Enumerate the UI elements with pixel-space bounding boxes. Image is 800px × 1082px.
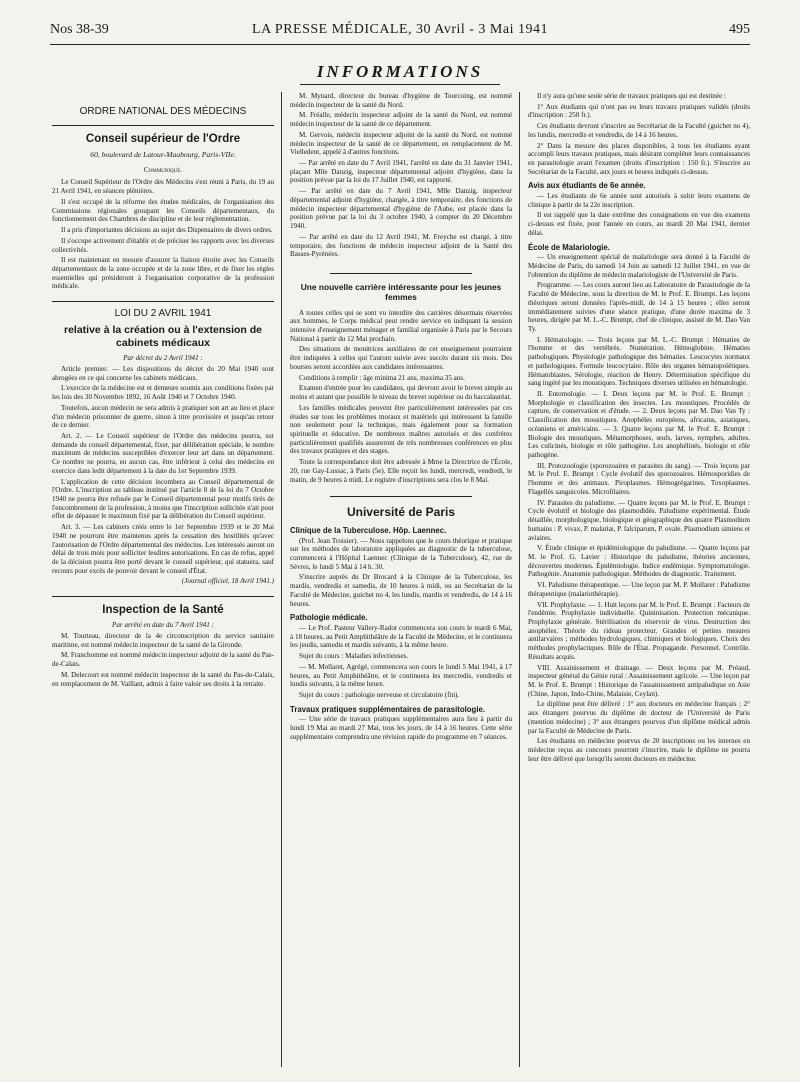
paragraph: V. Étude clinique et épidémiologique du paludisme. — Quatre leçons par M. le Prof. G. Lavier : Historique du paludisme, théories anciennes, découvertes modernes. Épidémiologie. Indice endémique. Symptomatologie. Pathogénie. Anatomie pathologique. Méthodes de diagnostic. Traitement. [528, 544, 750, 579]
paragraph: Examen d'entrée pour les candidates, qui devront avoir le brevet simple au moins et autant que possible le niveau du brevet supérieur ou du baccalauréat. [290, 384, 512, 402]
paragraph: Il est maintenant en mesure d'assurer la liaison étroite avec les Conseils départementaux de la zone occupée et de la zone libre, et de fixer les règles essentielles qui présideront à l'organisation corporative de la profession médicale. [52, 256, 274, 291]
paragraph: 1° Aux étudiants qui n'ont pas eu leurs travaux pratiques validés (droits d'inscription : 250 fr.). [528, 102, 750, 120]
inspection-paragraphs [52, 632, 274, 688]
paragraph: M. Delecourt est nommé médecin inspecteur de la santé du Pas-de-Calais, en remplacement de M. Vaillant, admis à faire valoir ses droits à la retraite. [52, 670, 274, 688]
section-rule [52, 125, 274, 126]
carriere-title: Une nouvelle carrière intéressante pour les jeunes femmes [300, 281, 502, 303]
inspection-decree: Par arrêté en date du 7 Avril 1941 : [112, 621, 214, 630]
paragraph: Article premier. — Les dispositions du décret du 20 Mai 1940 sont abrogées en ce qui concerne les cabinets médicaux. [52, 364, 274, 382]
column-divider-1 [281, 92, 282, 1067]
paragraph: Il s'occupe activement d'établir et de préciser les rapports avec les diverses collectivités. [52, 236, 274, 254]
paragraph: Toutefois, aucun médecin ne sera admis à pratiquer son art au lieu et place d'un médecin prisonnier de guerre, sinon à titre provisoire et jusqu'au retour de ce dernier. [52, 403, 274, 430]
paragraph: 2° Dans la mesure des places disponibles, à tous les étudiants ayant accompli leurs travaux pratiques, mais désirant compléter leurs connaissances en parasitologie avant l'examen (droits d'inscription : 150 fr.). S'inscrire au Secrétariat de la Faculté, aux jours et heures indiqués ci-dessus. [528, 141, 750, 176]
paragraph: III. Protozoologie (sporozoaires et parasites du sang). — Trois leçons par M. le Prof. E. Brumpt : Cycle évolutif des sporozoaires. Hémosporidies de l'homme et des animaux. Piroplasmes. Hémogrégarines. Toxoplasmes. Flagellés sanguicoles. Microfilaires. [528, 461, 750, 496]
paragraph: — Par arrêté en date du 7 Avril 1941, Mlle Danzig, inspecteur départemental adjoint d'hygiène, chargée, à titre temporaire, des fonctions de médecin inspecteur départemental d'hygiène de l'Aube, est placée dans la position prévue par la loi du 3 octobre 1940, à compter du 20 Décembre 1940. [290, 187, 512, 231]
tp-continued-paragraphs [528, 92, 750, 176]
paragraph: M. Tourteau, directeur de la 4e circonscription du service sanitaire maritime, est nommé médecin inspecteur de la santé de la Gironde. [52, 632, 274, 649]
paragraph: Des situations de monitrices auxiliaires de cet enseignement pourraient être indiquées à celles qui l'auront suivie avec succès durant six mois. Des bourses seront accordées aux candidates intéressantes. [290, 345, 512, 371]
clinique-title: Clinique de la Tuberculose. Hôp. Laennec. [290, 526, 447, 535]
ordre-title: ORDRE NATIONAL DES MÉDECINS [79, 106, 247, 117]
communique-label: Communiqué. [143, 165, 183, 174]
paragraph: — M. Mollaret, Agrégé, commencera son cours le lundi 5 Mai 1941, à 17 heures, au Petit Amphithéâtre, et le continuera les mercredis, vendredis et lundis suivants, à la même heure. [290, 662, 512, 689]
paragraph: VII. Prophylaxie. — 1. Huit leçons par M. le Prof. E. Brumpt : Facteurs de l'endémie. Prophylaxie individuelle. Quininisation. Protection mécanique. Prophylaxie générale. Stérilisation du réservoir de virus. Destruction des anophèles. Théorie du rideau protecteur. Grandes et petites mesures antilarvaires ; méthodes hydrologiques, chimiques et biologiques. Choix des méthodes prophylactiques. Rôle de l'État. Propagande. Personnel. Contrôle. Résultats acquis. [528, 600, 750, 661]
paragraph: Ces étudiants devront s'inscrire au Secrétariat de la Faculté (guichet no 4), les lundis, mercredis et vendredis, de 14 à 16 heures. [528, 122, 750, 139]
patho-paragraphs [290, 624, 512, 700]
loi-source: (Journal officiel, 18 Avril 1941.) [181, 577, 274, 586]
conseil-title: Conseil supérieur de l'Ordre [85, 133, 241, 146]
paragraph: M. Mynard, directeur du bureau d'hygiène de Tourcoing, est nommé médecin inspecteur de la santé du Nord. [290, 92, 512, 109]
tp-paragraph: — Une série de travaux pratiques supplémentaires aura lieu à partir du lundi 19 Mai au mardi 27 Mai, tous les jours, de 14 à 16 heures. Cette série supplémentaire comprendra une révision rapide du programme en 7 séances. [290, 715, 512, 741]
paragraph: VIII. Assainissement et drainage. — Deux leçons par M. Préaud, inspecteur général du Génie rural : Assainissement agricole. — Une leçon par M. le Prof. E. Brumpt : Historique de l'assainissement antipaludique en Asie (Chine, Japon, Indo-Chine, Malaisie, Ceylan). [528, 663, 750, 698]
paragraph: S'inscrire auprès du Dr Brocard à la Clinique de la Tuberculose, les mardis, vendredis et samedis, de 10 heures à midi, ou au Secrétariat de la Faculté de Médecine, guichet no 4, les lundis, mardis et vendredis, de 14 à 16 heures. [290, 573, 512, 608]
paragraph: Conditions à remplir : âge minima 21 ans, maxima 35 ans. [299, 373, 465, 382]
banner-rule [300, 84, 500, 85]
ecole-paragraphs [528, 253, 750, 763]
column-3 [528, 92, 750, 1068]
paragraph: Le diplôme peut être délivré : 1° aux docteurs en médecine français ; 2° aux étrangers pourvus du diplôme de docteur de l'Université de Paris (mention médecine) ; 3° aux étrangers pourvus d'un diplôme médical admis par la Faculté de Médecine de Paris. [528, 700, 750, 735]
column-divider-2 [519, 92, 520, 1067]
paragraph: Il est rappelé que la date extrême des consignations en vue des examens ci-dessus est fixée, pour l'année en cours, au mardi 20 Mai 1941, dernier délai. [528, 211, 750, 237]
issue-number: Nos 38-39 [50, 22, 109, 37]
paragraph: Sujet du cours : Maladies infectieuses. [299, 652, 409, 661]
paragraph: Le Conseil Supérieur de l'Ordre des Médecins s'est réuni à Paris, du 19 au 21 Avril 1941, en séances plénières. [52, 178, 274, 196]
paragraph: — Un enseignement spécial de malariologie sera donné à la Faculté de Médecine de Paris, du samedi 14 Juin au samedi 12 Juillet 1941, en vue de l'obtention du diplôme de médecin malariologiste de l'Université de Paris. [528, 253, 750, 279]
patho-title: Pathologie médicale. [290, 613, 368, 623]
loi-subtitle: relative à la création ou à l'extension de cabinets médicaux [64, 324, 262, 350]
paragraph: — Le Prof. Pasteur Vallery-Radot commencera son cours le mardi 6 Mai, à 18 heures, au Petit Amphithéâtre de la Faculté de Médecine, et le continuera les jeudis, samedis et mardis suivants, à la même heure. [290, 623, 512, 650]
avis-paragraphs [528, 192, 750, 238]
conseil-paragraphs [52, 178, 274, 291]
paragraph: Toute la correspondance doit être adressée à Mme la Directrice de l'École, 20, rue Gay-Lussac, à Paris (5e). Elle reçoit les lundi, mercredi, vendredi, le matin, de 9 heures à midi. Le registre d'inscriptions sera clos le 8 Mai. [290, 458, 512, 484]
column-2 [290, 92, 512, 1068]
loi-decree: Par décret du 2 Avril 1941 : [123, 354, 203, 363]
paragraph: — Les étudiants de 6e année sont autorisés à subir leurs examens de clinique à partir de la 22e inscription. [528, 192, 750, 209]
section-rule [330, 496, 472, 497]
section-rule [52, 301, 274, 302]
paragraph: Il s'est occupé de la réforme des études médicales, de l'organisation des Commissions régionales groupant les Conseils départementaux, du fonctionnement des Chambres de discipline et de leur réglementation. [52, 197, 274, 224]
paragraph: VI. Paludisme thérapeutique. — Une leçon par M. P. Mollaret : Paludisme thérapeutique (malariothérapie). [528, 581, 750, 598]
paragraph: II. Entomologie. — I. Deux leçons par M. le Prof. E. Brumpt : Morphologie et classification des insectes. Les moustiques. Procédés de capture, de conservation et d'étude. — 2. Deux leçons par M. Dao Van Ty : Classification des moustiques. Anophèles européens, africains, asiatiques, océaniens et américains. — 3. Quatre leçons par M. le Prof. E. Brumpt : Biologie des moustiques. Métamorphoses, œufs, larves, nymphes, adultes. Les culicinés, biologie et rôle pathogène. Les anophélinés, biologie et rôle pathogène. [528, 390, 750, 460]
avis-title: Avis aux étudiants de 6e année. [528, 181, 646, 191]
paragraph: Sujet du cours : pathologie nerveuse et circulatoire (fin). [299, 690, 460, 699]
loi-paragraphs [52, 365, 274, 576]
section-banner: INFORMATIONS [316, 62, 484, 81]
column-1 [52, 92, 274, 1068]
paragraph: Art. 2. — Le Conseil supérieur de l'Ordre des médecins pourra, sur demande du conseil départemental, fixer, par délibération spéciale, le nombre maximum de médecins susceptibles d'exercer leur art dans un département. Ce nombre ne pourra, en aucun cas, être inférieur à celui des médecins en exercice dans ledit département à la date du 1er Septembre 1939. [52, 431, 274, 475]
page-number: 495 [729, 22, 750, 37]
paragraph: Les familles médicales peuvent être particulièrement intéressées par ces études sur tous les problèmes moraux et matériels qui intéressent la famille non seulement pour la technique, mais également pour sa formation spirituelle et éducative. De nombreux maîtres autorisés et des confrères particulièrement qualifiés assureront de très nombreuses conférences en plus des travaux pratiques et des stages. [290, 403, 512, 456]
paragraph: IV. Parasites du paludisme. — Quatre leçons par M. le Prof. E. Brumpt : Cycle évolutif et biologie des plasmodidés. Paludisme expérimental. Étude détaillée, morphologique, biologique et géographique des quatre Plasmodium humains : P. vivax, P. malariæ, P. falciparum, P. ovale. Plasmodium simiens et aviaires. [528, 498, 750, 542]
ecole-title: École de Malariologie. [528, 242, 610, 252]
paragraph: Programme. — Les cours auront lieu au Laboratoire de Parasitologie de la Faculté de Médecine, sous la direction de M. le Prof. E. Brumpt. Les leçons théoriques seront données l'après-midi, de 14 à 15 heures ; elles seront immédiatement suivies d'une séance pratique, d'une durée maxima de 3 heures, dirigée par M. L.-C. Brumpt, chef de clinique, assisté de M. Dao Van Ty. [528, 281, 750, 333]
paragraph: Il n'y aura qu'une seule série de travaux pratiques qui est destinée : [537, 92, 726, 100]
paragraph: M. Franchomme est nommé médecin inspecteur adjoint de la santé du Pas-de-Calais. [52, 651, 274, 669]
universite-title: Université de Paris [346, 505, 456, 520]
section-rule [330, 273, 472, 274]
carriere-paragraphs [290, 309, 512, 485]
paragraph: I. Hématologie. — Trois leçons par M. L.-C. Brumpt : Hématies de l'homme et des vertébrés. Numération. Hémoglobine. Hématies pathologiques. Physiologie pathologique des hématies. Leucocytes normaux et pathologiques. Formule leucocytaire. Rôle des organes hématopoïétiques. Hématoblastes. Sérologie, réaction de Henry. Détermination spécifique du sang ingéré par les moustiques. Techniques diverses utilisées en hématologie. [528, 335, 750, 388]
paragraph: Il a pris d'importantes décisions au sujet des Dispensaires de divers ordres. [61, 226, 273, 235]
paragraph: A toutes celles qui se sont vu interdire des carrières désormais réservées aux hommes, le Corps médical peut rendre service en indiquant la session intensive d'enseignement ménager et familial organisée à Paris par le Secours National à partir du 12 Mai prochain. [290, 308, 512, 343]
paragraph: M. Fréalle, médecin inspecteur adjoint de la santé du Nord, est nommé médecin inspecteur de la santé de ce département. [290, 111, 512, 129]
nominations-paragraphs [290, 92, 512, 259]
journal-title: LA PRESSE MÉDICALE, 30 Avril - 3 Mai 1941 [252, 22, 548, 37]
section-rule [52, 596, 274, 597]
tp-title: Travaux pratiques supplémentaires de parasitologie. [290, 704, 485, 714]
paragraph: — Par arrêté en date du 7 Avril 1941, l'arrêté en date du 31 Janvier 1941, plaçant Mlle Danzig, inspecteur départemental adjoint d'hygiène, dans la position prévue par la loi du 17 Juillet 1940, est rapporté. [290, 159, 512, 185]
paragraph: M. Gervois, médecin inspecteur adjoint de la santé du Nord, est nommé médecin inspecteur de la santé de ce département, en remplacement de M. Vielledent, appelé à d'autres fonctions. [290, 130, 512, 157]
paragraph: L'application de cette décision incombera au Conseil départemental de l'Ordre. L'inscription au tableau institué par l'article 8 de la loi du 7 Octobre 1940 ne pourra être refusée par le Conseil départemental pour motifs tirés de l'encombrement de la profession, à moins que l'inscription sollicitée n'ait pour effet de dépasser le maximum fixé par la délibération du Conseil supérieur. [52, 477, 274, 521]
paragraph: Art. 3. — Les cabinets créés entre le 1er Septembre 1939 et le 20 Mai 1940 ne pourront être maintenus après la cessation des hostilités qu'avec l'autorisation de l'Ordre départemental des médecins. Les intéressés auront un délai de trois mois pour solliciter lesdites autorisations. En cas de refus, appel de la décision pourra être porté devant le conseil supérieur, qui statuera, sauf recours pour excès de pouvoir devant le conseil d'État. [52, 523, 274, 575]
page-header [50, 22, 750, 45]
paragraph: — Par arrêté en date du 12 Avril 1941, M. Freyche est chargé, à titre temporaire, des fonctions de médecin inspecteur adjoint de la Santé des Basses-Pyrénées. [290, 232, 512, 259]
paragraph: Les étudiants en médecine pourvus de 20 inscriptions ou les internes en médecine reçus au concours pourront s'inscrire, mais le diplôme ne pourra leur être délivré que lorsqu'ils seront docteurs en médecine. [528, 737, 750, 763]
clinique-paragraphs [290, 537, 512, 609]
loi-title: LOI DU 2 AVRIL 1941 [114, 308, 212, 320]
paragraph: L'exercice de la médecine est et demeure soumis aux conditions fixées par les lois des 30 Novembre 1892, 16 Août 1940 et 7 Octobre 1940. [52, 384, 274, 402]
inspection-title: Inspection de la Santé [102, 604, 224, 617]
paragraph: (Prof. Jean Troisier). — Nous rappelons que le cours théorique et pratique sur les méthodes de laboratoire appliquées au diagnostic de la tuberculose, commencera à l'Hôpital Laennec (Clinique de la Tuberculose), 42, rue de Sèvres, le lundi 5 Mai à 14 h. 30. [290, 536, 512, 571]
conseil-address: 60, boulevard de Latour-Maubourg, Paris-VIIe. [90, 150, 236, 160]
